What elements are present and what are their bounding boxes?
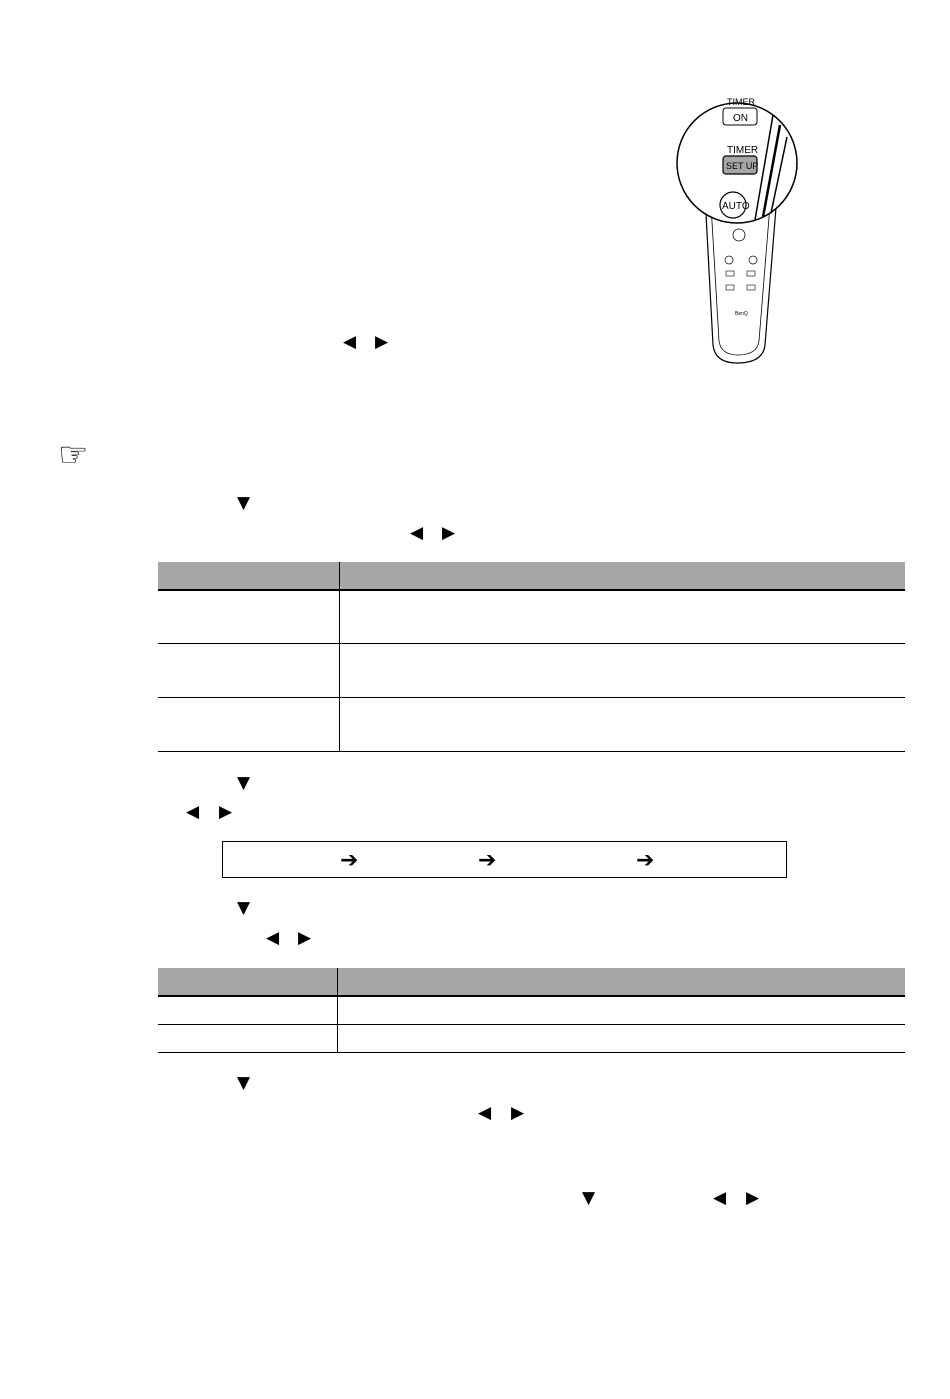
table-2-header [158, 968, 905, 997]
table-1-column-divider [339, 562, 340, 752]
setup-button-label: SET UP [726, 161, 759, 171]
right-arrow-icon: ▶ [375, 332, 389, 352]
left-arrow-icon: ◀ [343, 332, 357, 352]
remote-control-illustration [675, 95, 800, 370]
left-arrow-icon: ◀ [713, 1188, 727, 1208]
sequence-box [222, 841, 787, 878]
down-arrow-icon: ▼ [237, 773, 251, 793]
table-1-row-divider [158, 697, 905, 698]
auto-button-label: AUTO [722, 201, 750, 212]
left-arrow-icon: ◀ [186, 802, 200, 822]
right-arrow-icon: ▶ [442, 523, 456, 543]
right-arrow-icon: ▶ [219, 802, 233, 822]
flow-arrow-icon: ➔ [636, 848, 655, 873]
table-1-header [158, 562, 905, 591]
table-2-row-divider [158, 1024, 905, 1025]
timer-label: TIMER [727, 145, 759, 156]
right-arrow-icon: ▶ [511, 1103, 525, 1123]
left-arrow-icon: ◀ [266, 928, 280, 948]
brand-logo: BenQ [735, 311, 748, 317]
note-hand-icon: ☞ [58, 435, 89, 475]
svg-text:TIMER: TIMER [727, 97, 755, 107]
down-arrow-icon: ▼ [237, 1073, 251, 1093]
right-arrow-icon: ▶ [298, 928, 312, 948]
flow-arrow-icon: ➔ [340, 848, 359, 873]
right-arrow-icon: ▶ [746, 1188, 760, 1208]
table-2-row-divider [158, 1052, 905, 1053]
on-button-label: ON [733, 113, 748, 124]
down-arrow-icon: ▼ [237, 898, 251, 918]
down-arrow-icon: ▼ [582, 1188, 596, 1208]
left-arrow-icon: ◀ [478, 1103, 492, 1123]
table-1-row-divider [158, 643, 905, 644]
down-arrow-icon: ▼ [237, 493, 251, 513]
left-arrow-icon: ◀ [410, 523, 424, 543]
table-2-column-divider [337, 968, 338, 1052]
flow-arrow-icon: ➔ [478, 848, 497, 873]
table-1-row-divider [158, 751, 905, 752]
